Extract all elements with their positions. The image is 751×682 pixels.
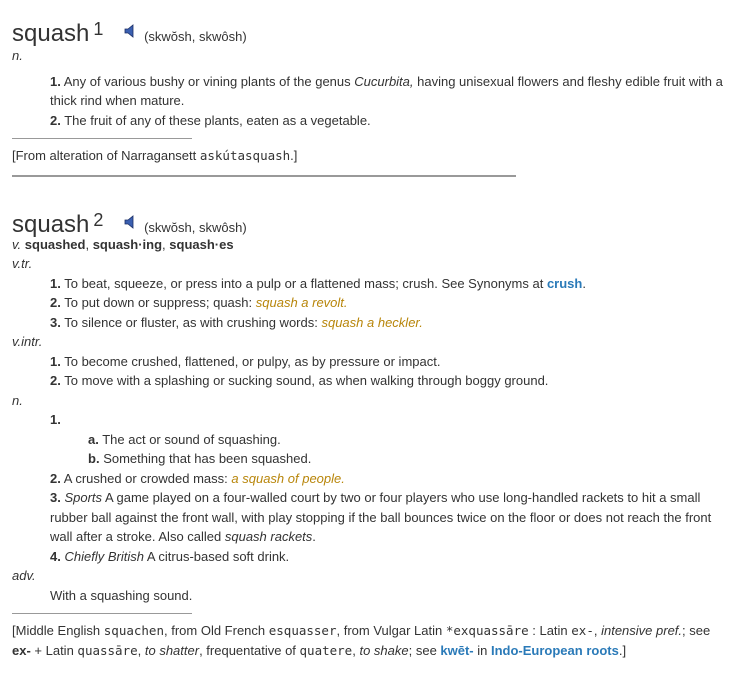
part-of-speech: v.intr.	[12, 334, 43, 349]
sense: With a squashing sound.	[50, 587, 193, 603]
sense: 4. Chiefly British A citrus-based soft drink.	[50, 548, 290, 564]
subsense: a. The act or sound of squashing.	[88, 431, 281, 447]
part-of-speech: n.	[12, 392, 23, 408]
sense: 3. Sports A game played on a four-walled court by two or four players who use long-handled rackets to hit a small rubber ball against the front wall, with play stopping if the ball bounces twice on the floor or does not reach the front wall after a stroke. Also called squash rackets.	[50, 490, 712, 544]
divider	[12, 613, 192, 614]
indo-european-roots-link[interactable]: Indo-European roots	[490, 642, 619, 658]
kwet-link[interactable]: kwēt-	[440, 642, 474, 658]
divider	[12, 138, 192, 139]
pronunciation: (skwŏsh, skwôsh)	[144, 219, 247, 235]
part-of-speech: adv.	[12, 568, 36, 583]
sense: 1.	[50, 412, 61, 427]
sense: 3. To silence or fluster, as with crushing words: squash a heckler.	[50, 314, 423, 330]
sense: 2. The fruit of any of these plants, eaten as a vegetable.	[50, 112, 371, 128]
dictionary-entry	[0, 14, 751, 660]
entry-divider	[12, 175, 516, 177]
headword-1: squash $^1$ (skwŏsh, skwôsh)	[12, 14, 739, 44]
subsense: b. Something that has been squashed.	[88, 451, 312, 466]
etymology: [Middle English squachen, from Old French esquasser, from Vulgar Latin *exquassāre : Latin ex-, intensive pref.; see ex- + Latin quassāre, to shatter, frequentative of quatere, to shake; see kwēt- in Indo-European roots.]	[12, 623, 711, 658]
inflected-forms: v. squashed, squash·ing, squash·es	[12, 236, 234, 252]
etymology: [From alteration of Narragansett askútasquash.]	[12, 148, 298, 163]
sense: 1. Any of various bushy or vining plants of the genus Cucurbita, having unisexual flowers and fleshy edible fruit with a thick rind when mature.	[50, 73, 723, 108]
speaker-icon[interactable]	[124, 207, 138, 237]
sense: 1. To beat, squeeze, or press into a pulp or a flattened mass; crush. See Synonyms at crush.	[50, 275, 586, 291]
crush-link[interactable]: crush	[546, 275, 583, 291]
part-of-speech: v.tr.	[12, 256, 33, 271]
sense: 2. A crushed or crowded mass: a squash of people.	[50, 470, 345, 486]
headword-2: squash $^2$ (skwŏsh, skwôsh)	[12, 205, 739, 235]
sense: 1. To become crushed, flattened, or pulpy, as by pressure or impact.	[50, 353, 441, 369]
sense: 2. To move with a splashing or sucking sound, as when walking through boggy ground.	[50, 373, 549, 388]
pronunciation: (skwŏsh, skwôsh)	[144, 29, 247, 44]
speaker-icon[interactable]	[124, 16, 138, 46]
part-of-speech: n.	[12, 48, 23, 63]
sense: 2. To put down or suppress; quash: squash a revolt.	[50, 295, 348, 310]
